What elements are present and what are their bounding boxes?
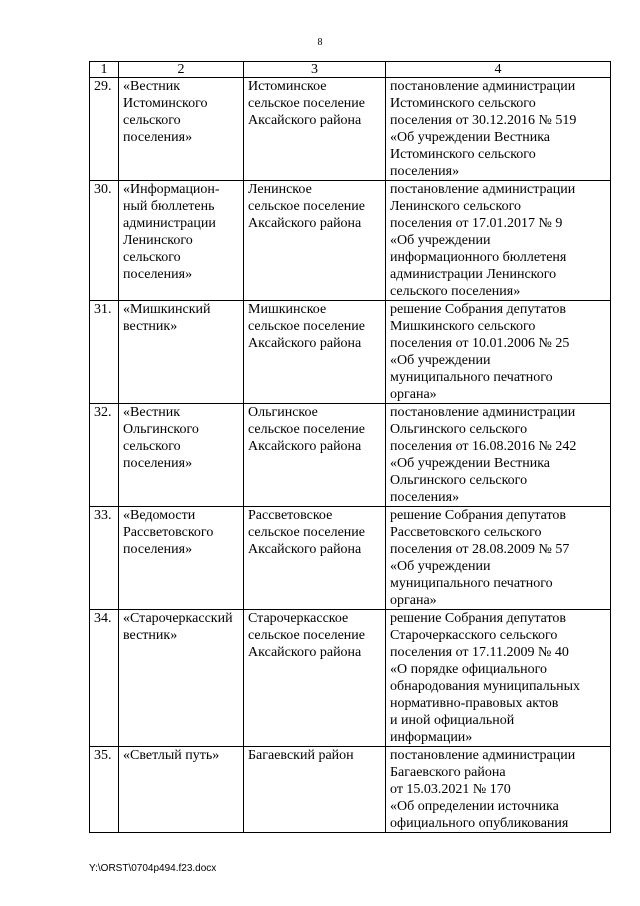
legal-act-cell bbox=[386, 507, 611, 610]
legal-act-line: постановление администрации bbox=[390, 182, 576, 197]
publication-name-line: «Старочеркасский bbox=[123, 611, 233, 626]
publication-name-cell bbox=[119, 507, 244, 610]
legal-act-cell bbox=[386, 301, 611, 404]
municipality-line: Ольгинское bbox=[248, 405, 318, 420]
legal-act-line: Ольгинского сельского bbox=[390, 422, 528, 437]
page-number: 8 bbox=[317, 37, 323, 48]
legal-act-line: муниципального печатного bbox=[390, 370, 553, 385]
legal-act-line: администрации Ленинского bbox=[390, 267, 557, 282]
header-row bbox=[90, 62, 611, 78]
legal-act-line: от 15.03.2021 № 170 bbox=[390, 782, 511, 797]
legal-act-line: постановление администрации bbox=[390, 748, 576, 763]
legal-act-line: Мишкинского сельского bbox=[390, 319, 536, 334]
municipality-cell bbox=[244, 610, 386, 747]
municipality-line: Истоминское bbox=[248, 79, 327, 94]
legal-act-line: Ольгинского сельского bbox=[390, 473, 528, 488]
legal-act-line: Рассветовского сельского bbox=[390, 525, 542, 540]
legal-act-line: официального опубликования bbox=[390, 816, 569, 831]
publication-name-line: ный бюллетень bbox=[123, 199, 215, 214]
table-body bbox=[90, 78, 611, 833]
municipality-line: Багаевский район bbox=[248, 748, 354, 763]
municipality-cell bbox=[244, 507, 386, 610]
publication-name-line: «Светлый путь» bbox=[123, 748, 220, 763]
municipality-cell bbox=[244, 78, 386, 181]
row-number: 34. bbox=[90, 610, 119, 747]
table-row bbox=[90, 610, 611, 747]
legal-act-line: информационного бюллетеня bbox=[390, 250, 567, 265]
legal-act-line: «Об учреждении bbox=[390, 233, 491, 248]
legal-act-line: Багаевского района bbox=[390, 765, 506, 780]
municipality-line: Аксайского района bbox=[248, 439, 362, 454]
table-row bbox=[90, 181, 611, 301]
municipality-line: Аксайского района bbox=[248, 542, 362, 557]
legal-act-line: поселения» bbox=[390, 490, 460, 505]
publication-name-line: поселения» bbox=[123, 267, 193, 282]
publication-name-line: Рассветовского bbox=[123, 525, 214, 540]
municipality-line: Старочеркасское bbox=[248, 611, 349, 626]
municipality-line: сельское поселение bbox=[248, 96, 365, 111]
registry-table bbox=[89, 61, 611, 833]
legal-act-line: «Об учреждении Вестника bbox=[390, 130, 550, 145]
municipality-line: Рассветовское bbox=[248, 508, 333, 523]
publication-name-cell bbox=[119, 610, 244, 747]
publication-name-line: Истоминского bbox=[123, 96, 208, 111]
publication-name-line: вестник» bbox=[123, 319, 178, 334]
legal-act-line: нормативно-правовых актов bbox=[390, 696, 559, 711]
legal-act-cell bbox=[386, 610, 611, 747]
column-header: 2 bbox=[119, 62, 244, 78]
legal-act-line: муниципального печатного bbox=[390, 576, 553, 591]
legal-act-line: Старочеркасского сельского bbox=[390, 628, 558, 643]
legal-act-line: постановление администрации bbox=[390, 405, 576, 420]
legal-act-line: сельского поселения» bbox=[390, 284, 521, 299]
municipality-line: сельское поселение bbox=[248, 525, 365, 540]
publication-name-line: сельского bbox=[123, 439, 181, 454]
publication-name-line: поселения» bbox=[123, 456, 193, 471]
municipality-line: Мишкинское bbox=[248, 302, 327, 317]
publication-name-line: сельского bbox=[123, 113, 181, 128]
publication-name-line: поселения» bbox=[123, 542, 193, 557]
table-row bbox=[90, 301, 611, 404]
row-number: 29. bbox=[90, 78, 119, 181]
legal-act-line: органа» bbox=[390, 593, 437, 608]
table-row bbox=[90, 747, 611, 833]
publication-name-line: Ольгинского bbox=[123, 422, 199, 437]
legal-act-line: и иной официальной bbox=[390, 713, 515, 728]
municipality-cell bbox=[244, 404, 386, 507]
legal-act-line: Истоминского сельского bbox=[390, 147, 536, 162]
legal-act-line: «О порядке официального bbox=[390, 662, 547, 677]
publication-name-cell bbox=[119, 78, 244, 181]
publication-name-cell bbox=[119, 181, 244, 301]
municipality-line: Аксайского района bbox=[248, 336, 362, 351]
publication-name-line: «Ведомости bbox=[123, 508, 196, 523]
legal-act-line: Истоминского сельского bbox=[390, 96, 536, 111]
municipality-line: сельское поселение bbox=[248, 628, 365, 643]
row-number: 32. bbox=[90, 404, 119, 507]
publication-name-line: Ленинского bbox=[123, 233, 193, 248]
legal-act-line: поселения от 10.01.2006 № 25 bbox=[390, 336, 570, 351]
publication-name-cell bbox=[119, 747, 244, 833]
municipality-line: сельское поселение bbox=[248, 319, 365, 334]
municipality-line: Аксайского района bbox=[248, 113, 362, 128]
legal-act-line: поселения» bbox=[390, 164, 460, 179]
publication-name-line: «Вестник bbox=[123, 405, 181, 420]
legal-act-line: обнародования муниципальных bbox=[390, 679, 581, 694]
municipality-line: сельское поселение bbox=[248, 422, 365, 437]
municipality-line: Аксайского района bbox=[248, 645, 362, 660]
publication-name-line: «Вестник bbox=[123, 79, 181, 94]
legal-act-cell bbox=[386, 404, 611, 507]
publication-name-cell bbox=[119, 301, 244, 404]
legal-act-line: поселения от 17.11.2009 № 40 bbox=[390, 645, 569, 660]
legal-act-cell bbox=[386, 78, 611, 181]
publication-name-line: «Информацион- bbox=[123, 182, 220, 197]
publication-name-line: вестник» bbox=[123, 628, 178, 643]
legal-act-line: поселения от 30.12.2016 № 519 bbox=[390, 113, 577, 128]
legal-act-line: решение Собрания депутатов bbox=[390, 611, 567, 626]
municipality-line: Ленинское bbox=[248, 182, 312, 197]
publication-name-cell bbox=[119, 404, 244, 507]
column-header: 4 bbox=[386, 62, 611, 78]
file-path-footer: Y:\ORST\0704p494.f23.docx bbox=[89, 863, 217, 874]
municipality-cell bbox=[244, 747, 386, 833]
column-header: 1 bbox=[90, 62, 119, 78]
row-number: 31. bbox=[90, 301, 119, 404]
legal-act-line: поселения от 28.08.2009 № 57 bbox=[390, 542, 570, 557]
legal-act-line: «Об учреждении bbox=[390, 559, 491, 574]
legal-act-line: информации» bbox=[390, 730, 473, 745]
legal-act-line: поселения от 17.01.2017 № 9 bbox=[390, 216, 563, 231]
legal-act-line: Ленинского сельского bbox=[390, 199, 521, 214]
legal-act-cell bbox=[386, 181, 611, 301]
row-number: 30. bbox=[90, 181, 119, 301]
publication-name-line: администрации bbox=[123, 216, 216, 231]
publication-name-line: поселения» bbox=[123, 130, 193, 145]
legal-act-line: органа» bbox=[390, 387, 437, 402]
legal-act-line: «Об определении источника bbox=[390, 799, 559, 814]
legal-act-line: «Об учреждении bbox=[390, 353, 491, 368]
legal-act-line: решение Собрания депутатов bbox=[390, 302, 567, 317]
legal-act-line: «Об учреждении Вестника bbox=[390, 456, 550, 471]
publication-name-line: «Мишкинский bbox=[123, 302, 211, 317]
table-row bbox=[90, 404, 611, 507]
table-row bbox=[90, 507, 611, 610]
legal-act-line: решение Собрания депутатов bbox=[390, 508, 567, 523]
legal-act-line: поселения от 16.08.2016 № 242 bbox=[390, 439, 577, 454]
municipality-cell bbox=[244, 181, 386, 301]
legal-act-line: постановление администрации bbox=[390, 79, 576, 94]
row-number: 35. bbox=[90, 747, 119, 833]
municipality-line: сельское поселение bbox=[248, 199, 365, 214]
column-header: 3 bbox=[244, 62, 386, 78]
table-row bbox=[90, 78, 611, 181]
municipality-cell bbox=[244, 301, 386, 404]
row-number: 33. bbox=[90, 507, 119, 610]
municipality-line: Аксайского района bbox=[248, 216, 362, 231]
publication-name-line: сельского bbox=[123, 250, 181, 265]
legal-act-cell bbox=[386, 747, 611, 833]
